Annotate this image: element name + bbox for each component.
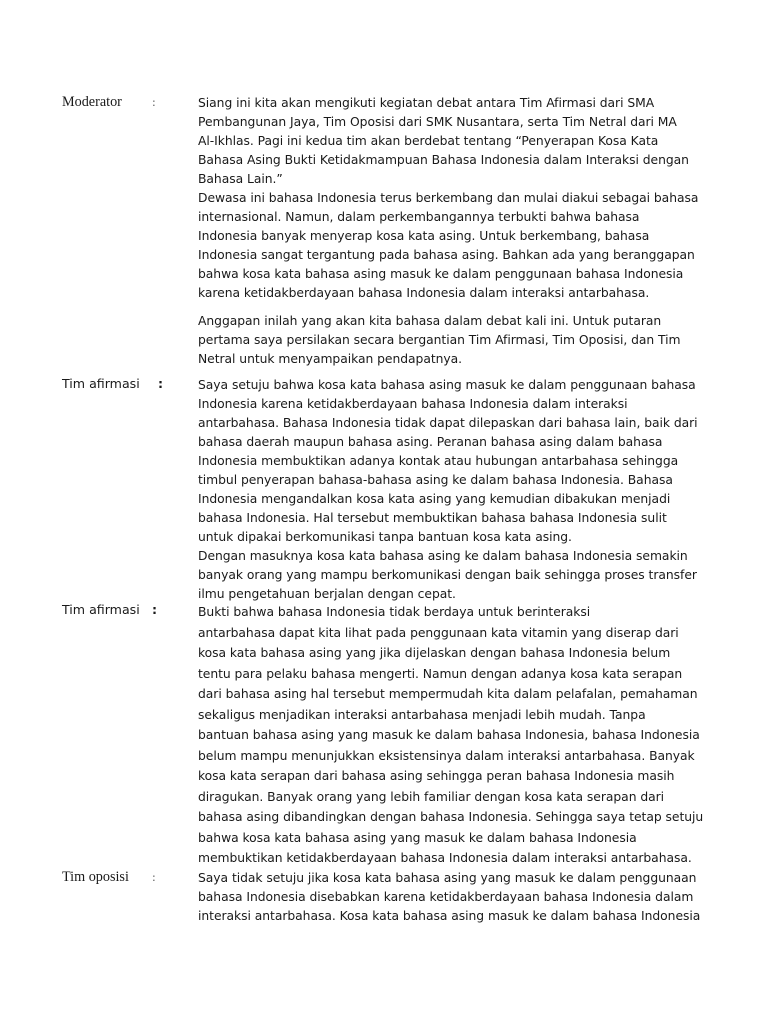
text-line: Anggapan inilah yang akan kita bahasa dalam debat kali ini. Untuk putaran xyxy=(198,314,662,328)
text-line: karena ketidakberdayaan bahasa Indonesia dalam interaksi antarbahasa. xyxy=(198,286,650,300)
speaker-label: Tim oposisi xyxy=(62,869,129,885)
text-line: untuk dipakai berkomunikasi tanpa bantuan kosa kata asing. xyxy=(198,530,572,544)
text-line: kosa kata bahasa asing yang jika dijelaskan dengan bahasa Indonesia belum xyxy=(198,646,671,660)
text-line: bahasa daerah maupun bahasa asing. Peranan bahasa asing dalam bahasa xyxy=(198,435,663,449)
text-line: bantuan bahasa asing yang masuk ke dalam bahasa Indonesia, bahasa Indonesia xyxy=(198,728,700,742)
speaker-label: Tim afirmasi xyxy=(62,602,140,617)
text-line: bahwa kosa kata bahasa asing yang masuk ke dalam bahasa Indonesia xyxy=(198,830,637,845)
text-line: Bukti bahwa bahasa Indonesia tidak berdaya untuk berinteraksi xyxy=(198,605,591,619)
text-line: pertama saya persilakan secara bergantian Tim Afirmasi, Tim Oposisi, dan Tim xyxy=(198,333,681,347)
text-line: membuktikan ketidakberdayaan bahasa Indonesia dalam interaksi antarbahasa. xyxy=(198,851,692,865)
text-line: bahasa Indonesia. Hal tersebut membuktikan bahasa bahasa Indonesia sulit xyxy=(198,511,667,525)
text-line: Pembangunan Jaya, Tim Oposisi dari SMK Nusantara, serta Tim Netral dari MA xyxy=(198,115,677,129)
text-line: Siang ini kita akan mengikuti kegiatan debat antara Tim Afirmasi dari SMA xyxy=(198,96,655,110)
text-line: tentu para pelaku bahasa mengerti. Namun dengan adanya kosa kata serapan xyxy=(198,666,683,681)
text-line: internasional. Namun, dalam perkembangannya terbukti bahwa bahasa xyxy=(198,210,640,224)
text-line: Indonesia mengandalkan kosa kata asing yang kemudian dibakukan menjadi xyxy=(198,492,671,506)
dialogue-text xyxy=(198,602,704,869)
text-line: bahasa asing dibandingkan dengan bahasa Indonesia. Sehingga saya tetap setuju xyxy=(198,810,704,824)
speaker-colon: : xyxy=(152,871,156,884)
text-line: Indonesia karena ketidakberdayaan bahasa Indonesia dalam interaksi xyxy=(198,397,628,411)
text-line: Saya tidak setuju jika kosa kata bahasa asing yang masuk ke dalam penggunaan xyxy=(198,871,697,885)
text-line: timbul penyerapan bahasa-bahasa asing ke dalam bahasa Indonesia. Bahasa xyxy=(198,473,673,487)
text-line: Dengan masuknya kosa kata bahasa asing ke dalam bahasa Indonesia semakin xyxy=(198,549,688,563)
text-line: bahwa kosa kata bahasa asing masuk ke dalam penggunaan bahasa Indonesia xyxy=(198,267,684,281)
speaker-colon: : xyxy=(158,376,164,391)
text-line: sekaligus menjadikan interaksi antarbahasa menjadi lebih mudah. Tanpa xyxy=(198,707,646,722)
speaker-colon: : xyxy=(152,96,156,109)
dialogue-text xyxy=(198,376,698,604)
speaker-colon: : xyxy=(152,602,158,617)
text-line: antarbahasa. Bahasa Indonesia tidak dapat dilepaskan dari bahasa lain, baik dari xyxy=(198,416,698,430)
text-line: antarbahasa dapat kita lihat pada penggunaan kata vitamin yang diserap dari xyxy=(198,625,679,640)
text-line: dari bahasa asing hal tersebut mempermudah kita dalam pelafalan, pemahaman xyxy=(198,687,698,701)
text-line: Al-Ikhlas. Pagi ini kedua tim akan berdebat tentang “Penyerapan Kosa Kata xyxy=(198,134,659,148)
text-line: ilmu pengetahuan berjalan dengan cepat. xyxy=(198,587,456,601)
text-line: Bahasa Asing Bukti Ketidakmampuan Bahasa Indonesia dalam Interaksi dengan xyxy=(198,153,689,167)
text-line: Saya setuju bahwa kosa kata bahasa asing masuk ke dalam penggunaan bahasa xyxy=(198,378,696,392)
text-line: Dewasa ini bahasa Indonesia terus berkembang dan mulai diakui sebagai bahasa xyxy=(198,191,699,205)
text-line: diragukan. Banyak orang yang lebih familiar dengan kosa kata serapan dari xyxy=(198,789,665,804)
text-line: Indonesia membuktikan adanya kontak atau hubungan antarbahasa sehingga xyxy=(198,454,679,468)
speaker-label: Moderator xyxy=(62,94,122,110)
text-line: kosa kata serapan dari bahasa asing sehingga peran bahasa Indonesia masih xyxy=(198,769,675,783)
text-line: interaksi antarbahasa. Kosa kata bahasa asing masuk ke dalam bahasa Indonesia xyxy=(198,909,701,923)
text-line: Netral untuk menyampaikan pendapatnya. xyxy=(198,352,463,366)
text-line: Indonesia banyak menyerap kosa kata asing. Untuk berkembang, bahasa xyxy=(198,229,650,243)
dialogue-text xyxy=(198,869,701,926)
speaker-label: Tim afirmasi xyxy=(62,376,140,391)
text-line: banyak orang yang mampu berkomunikasi dengan baik sehingga proses transfer xyxy=(198,568,697,582)
dialogue-text xyxy=(198,94,698,369)
text-line: bahasa Indonesia disebabkan karena ketidakberdayaan bahasa Indonesia dalam xyxy=(198,890,694,904)
text-line: belum mampu menunjukkan eksistensinya dalam interaksi antarbahasa. Banyak xyxy=(198,748,695,763)
text-line: Bahasa Lain.” xyxy=(198,172,283,186)
text-line: Indonesia sangat tergantung pada bahasa asing. Bahkan ada yang beranggapan xyxy=(198,248,695,262)
